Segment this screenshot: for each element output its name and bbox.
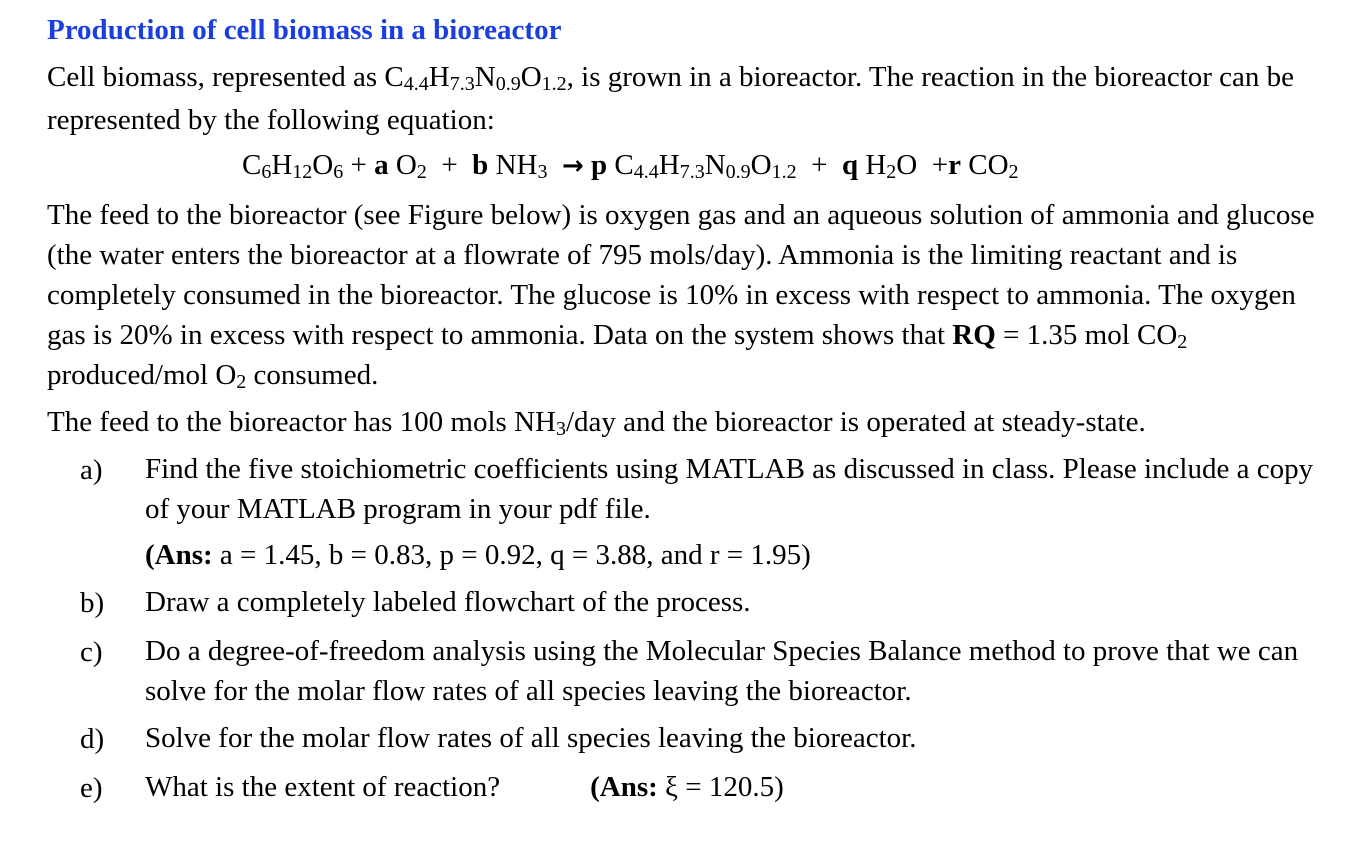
question-marker: a) (80, 454, 103, 486)
question-text: Do a degree-of-freedom analysis using the Molecular Species Balance method to prove that we can solve for the molar flow rates of all species leaving the bioreactor. (145, 635, 1299, 707)
document-page (47, 8, 1337, 816)
intro-paragraph (47, 56, 1337, 142)
biomass-sub-c: 4.4 (403, 73, 429, 95)
page-title: Production of cell biomass in a bioreactor (47, 14, 562, 46)
rq-text-c: consumed. (246, 359, 379, 391)
reaction-equation: $C_6H_{12}O_6 + a$ $O_2 + b$ $NH_3 \to p$ $C_{4.4}H_{7.3}N_{0.9}O_{1.2} + q$ $H_2O +r$ $CO_2$ (242, 149, 1019, 183)
eq-plus-1: + (350, 149, 367, 181)
answer-text: ξ = 120.5) (657, 771, 784, 803)
question-marker: d) (80, 723, 105, 755)
question-text: What is the extent of reaction? (145, 771, 501, 803)
reaction-arrow-icon: → (561, 151, 584, 181)
feed-line-b: /day and the bioreactor is operated at steady-state. (565, 406, 1146, 438)
question-item-c (80, 631, 1337, 711)
rq-label: RQ (952, 319, 996, 351)
question-text: Draw a completely labeled flowchart of the process. (145, 586, 751, 618)
coef-p: p (591, 149, 608, 181)
feed-line-a: The feed to the bioreactor has 100 mols NH (47, 406, 556, 438)
question-marker: e) (80, 772, 103, 804)
biomass-o: O (520, 61, 542, 93)
answer-a (145, 535, 1337, 575)
rq-text-b: produced/mol O (47, 359, 237, 391)
biomass-sub-h: 7.3 (449, 73, 475, 95)
question-item-e (80, 767, 1337, 809)
coef-a: a (374, 149, 389, 181)
biomass-sub-o: 1.2 (541, 73, 567, 95)
feed-paragraph: The feed to the bioreactor (see Figure below) is oxygen gas and an aqueous solution of ammonia and glucose (the water enters the bioreactor at a flowrate of 795 mols/day). Ammonia is the limiting reactant and is completely consumed in the bioreactor. The glucose is 10% in excess with respect to ammonia. The oxygen gas is 20% in excess with respect to ammonia. Data on the system shows that RQ = 1.35 mol $CO_2$ produced/mol $O_2$ consumed. (47, 199, 1315, 393)
question-text: Find the five stoichiometric coefficients using MATLAB as discussed in class. Please include a copy of your MATLAB program in your pdf file. (145, 453, 1314, 525)
eq-plus-4: + (931, 149, 949, 181)
feed-text: The feed to the bioreactor (see Figure below) is oxygen gas and an aqueous solution of ammonia and glucose (the water enters the bioreactor at a flowrate of 795 mols/day). Ammonia is the limiting reactant and is completely consumed in the bioreactor. The glucose is 10% in excess with respect to ammonia. The oxygen gas is 20% in excess with respect to ammonia. Data on the system shows that (47, 199, 1315, 351)
biomass-h: H (428, 61, 450, 93)
coef-q: q (841, 149, 859, 181)
question-item-b (80, 582, 1337, 624)
question-text: Solve for the molar flow rates of all species leaving the bioreactor. (145, 722, 917, 754)
question-marker: b) (80, 587, 105, 619)
answer-label: (Ans: (590, 771, 658, 803)
biomass-sub-n: 0.9 (495, 73, 521, 95)
eq-plus-3: + (811, 149, 828, 181)
feed-line: The feed to the bioreactor has 100 mols $NH_3$/day and the bioreactor is operated at steady-state. (47, 406, 1146, 440)
intro-text-before: Cell biomass, represented as C (47, 61, 404, 93)
question-marker: c) (80, 636, 103, 668)
rq-text-a: = 1.35 mol CO (995, 319, 1178, 351)
biomass-n: N (474, 61, 496, 93)
eq-plus-2: + (441, 149, 458, 181)
coef-r: r (948, 149, 961, 181)
coef-b: b (472, 149, 489, 181)
intro-text-after: , is grown in a bioreactor. The reaction in the bioreactor can be represented by the following equation: (47, 61, 1295, 136)
answer-text: a = 1.45, b = 0.83, p = 0.92, q = 3.88, and r = 1.95) (212, 539, 811, 571)
question-item-d (80, 718, 1337, 760)
question-list (47, 449, 1337, 809)
answer-label: (Ans: (145, 539, 213, 571)
question-item-a (80, 449, 1337, 575)
